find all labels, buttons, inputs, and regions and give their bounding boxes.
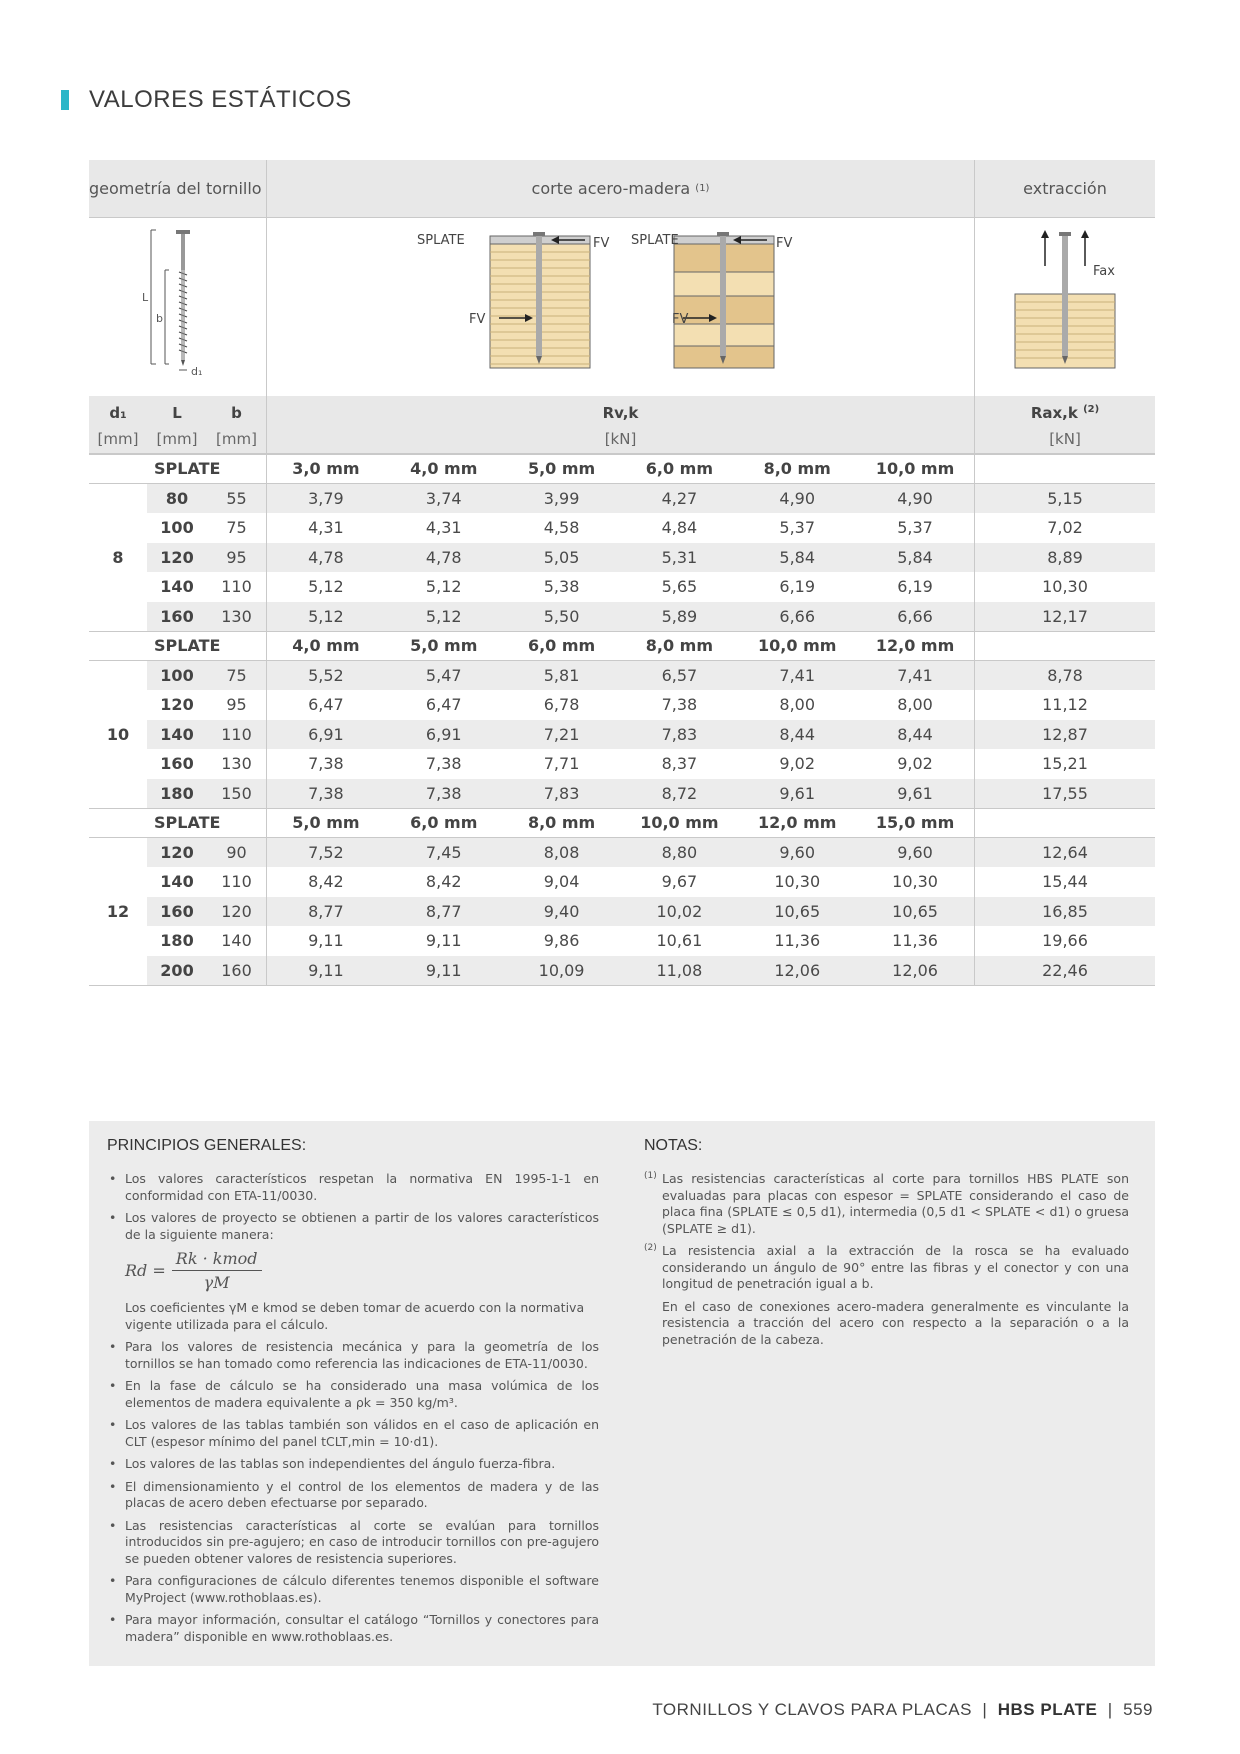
splate-thickness: 6,0 mm <box>410 813 478 833</box>
principle-item: • Para los valores de resistencia mecánica y para la geometría de los tornillos se han tomado como referencia las indicaciones de ETA-11/0030. <box>107 1339 599 1372</box>
header-shear: corte acero-madera (1) <box>266 160 975 217</box>
splate-thickness: 8,0 mm <box>763 459 831 479</box>
extraction-value: 8,78 <box>1047 665 1083 685</box>
table-row <box>89 690 1155 720</box>
shear-value: 5,84 <box>779 547 816 567</box>
table-row <box>89 897 1155 927</box>
shear-value: 7,38 <box>425 783 462 803</box>
shear-value: 5,12 <box>308 577 344 597</box>
thread-length: 95 <box>226 695 247 715</box>
principle-item: • Para configuraciones de cálculo diferentes tenemos disponible el software MyProject (www.rothoblaas.es). <box>107 1573 599 1606</box>
shear-value: 7,41 <box>779 665 816 685</box>
principle-item: • En la fase de cálculo se ha considerado una masa volúmica de los elementos de madera equivalente a ρk = 350 kg/m³. <box>107 1378 599 1411</box>
table-row <box>89 749 1155 779</box>
extraction-value: 12,87 <box>1042 724 1088 744</box>
screw-length: 140 <box>160 577 194 597</box>
section-title: VALORES ESTÁTICOS <box>89 86 352 113</box>
shear-value: 7,52 <box>308 842 344 862</box>
shear-value: 4,90 <box>779 488 816 508</box>
info-box <box>89 1121 1155 1666</box>
shear-value: 7,71 <box>543 754 580 774</box>
shear-value: 7,41 <box>897 665 933 685</box>
table-row <box>89 926 1155 956</box>
diameter-group-label: 8 <box>89 484 147 632</box>
splate-row <box>89 631 1155 661</box>
unit-d1: [mm] <box>97 430 139 448</box>
shear-value: 10,30 <box>774 872 821 892</box>
shear-value: 8,37 <box>661 754 698 774</box>
shear-value: 5,37 <box>897 518 933 538</box>
notes-list <box>644 1171 1129 1354</box>
shear-figures <box>266 218 975 396</box>
screw-length: 160 <box>160 901 194 921</box>
shear-value: 10,65 <box>774 901 821 921</box>
thread-length: 90 <box>226 842 247 862</box>
extraction-value: 17,55 <box>1042 783 1088 803</box>
header-extraction: extracción <box>1023 179 1107 198</box>
shear-value: 5,89 <box>661 606 698 626</box>
table-row <box>89 602 1155 632</box>
splate-row <box>89 454 1155 484</box>
shear-value: 4,31 <box>425 518 462 538</box>
splate-thickness: 4,0 mm <box>410 459 478 479</box>
splate-thickness: 4,0 mm <box>292 636 360 656</box>
shear-value: 4,90 <box>897 488 933 508</box>
shear-value: 8,77 <box>425 901 462 921</box>
shear-value: 12,06 <box>774 960 821 980</box>
note-1: (1) Las resistencias características al corte para tornillos HBS PLATE son evaluadas para placas con espesor = SPLATE considerando el caso de placa fina (SPLATE ≤ 0,5 d1), intermedia (0,5 d1 < SPLATE < d1) o gruesa (SPLATE ≥ d1). <box>644 1171 1129 1236</box>
thread-length: 120 <box>221 901 252 921</box>
shear-value: 11,36 <box>774 931 821 951</box>
diameter-group-label: 10 <box>89 661 147 809</box>
shear-value: 8,42 <box>308 872 344 892</box>
shear-value: 12,06 <box>892 960 938 980</box>
shear-value: 8,42 <box>425 872 462 892</box>
shear-value: 11,36 <box>892 931 938 951</box>
shear-value: 4,78 <box>308 547 344 567</box>
principle-item: • Las resistencias características al corte se evalúan para tornillos introducidos sin pre-agujero; en caso de introducir tornillos con pre-agujero se pueden obtener valores de resistencia superiores. <box>107 1518 599 1568</box>
shear-value: 8,08 <box>543 842 580 862</box>
shear-value: 9,02 <box>779 754 816 774</box>
footer-product: HBS PLATE <box>997 1700 1098 1719</box>
shear-value: 4,58 <box>543 518 580 538</box>
table-body <box>89 454 1155 986</box>
col-L: L <box>172 404 182 422</box>
table-row <box>89 543 1155 573</box>
note-3: En el caso de conexiones acero-madera generalmente es vinculante la resistencia a tracción del acero con respecto a la separación o a la penetración de la cabeza. <box>662 1298 1129 1347</box>
shear-value: 9,11 <box>425 931 462 951</box>
unit-raxk: [kN] <box>1049 430 1081 448</box>
thread-length: 130 <box>221 606 252 626</box>
shear-value: 9,02 <box>897 754 933 774</box>
shear-value: 6,91 <box>425 724 462 744</box>
screw-length: 200 <box>160 960 194 980</box>
table-row <box>89 867 1155 897</box>
shear-value: 7,21 <box>543 724 580 744</box>
shear-value: 6,78 <box>543 695 580 715</box>
thread-length: 110 <box>221 577 252 597</box>
shear-value: 8,44 <box>897 724 933 744</box>
shear-value: 6,57 <box>661 665 698 685</box>
extraction-value: 19,66 <box>1042 931 1088 951</box>
thread-length: 95 <box>226 547 247 567</box>
shear-value: 10,02 <box>656 901 703 921</box>
screw-length: 180 <box>160 783 194 803</box>
screw-length: 100 <box>160 665 194 685</box>
shear-value: 5,12 <box>425 577 462 597</box>
thread-length: 55 <box>226 488 247 508</box>
extraction-value: 5,15 <box>1047 488 1083 508</box>
screw-length: 140 <box>160 872 194 892</box>
coefficient-note: Los coeficientes γM e kmod se deben tomar de acuerdo con la normativa vigente utilizada para el cálculo. <box>125 1300 585 1332</box>
shear-value: 10,09 <box>538 960 585 980</box>
units-header <box>89 396 1155 454</box>
svg-text:b: b <box>156 312 163 325</box>
table-row <box>89 513 1155 543</box>
shear-value: 10,65 <box>892 901 938 921</box>
shear-value: 9,60 <box>779 842 816 862</box>
svg-text:FV: FV <box>672 312 689 327</box>
shear-value: 10,30 <box>892 872 938 892</box>
shear-value: 9,86 <box>543 931 580 951</box>
shear-value: 9,67 <box>661 872 698 892</box>
static-values-table <box>89 160 1155 986</box>
table-row <box>89 779 1155 809</box>
screw-length: 100 <box>160 518 194 538</box>
shear-value: 9,40 <box>543 901 580 921</box>
shear-value: 6,66 <box>897 606 933 626</box>
page-footer: TORNILLOS Y CLAVOS PARA PLACAS | HBS PLATE | 559 <box>652 1700 1153 1719</box>
col-d1: d₁ <box>109 404 127 422</box>
shear-value: 8,77 <box>308 901 344 921</box>
splate-thickness: 5,0 mm <box>292 813 360 833</box>
shear-value: 8,80 <box>661 842 698 862</box>
section-heading <box>61 86 352 114</box>
extraction-value: 15,44 <box>1042 872 1088 892</box>
shear-value: 3,74 <box>425 488 462 508</box>
splate-thickness: 5,0 mm <box>527 459 596 479</box>
page-number: 559 <box>1123 1700 1153 1719</box>
shear-value: 7,38 <box>308 783 344 803</box>
screw-geometry-figure <box>89 218 266 396</box>
splate-thickness: 10,0 mm <box>758 636 837 656</box>
shear-value: 5,05 <box>543 547 580 567</box>
shear-value: 6,19 <box>779 577 816 597</box>
shear-value: 7,38 <box>661 695 698 715</box>
shear-value: 11,08 <box>656 960 703 980</box>
shear-value: 4,84 <box>661 518 698 538</box>
screw-length: 80 <box>165 488 189 508</box>
splate-thickness: 10,0 mm <box>875 459 955 479</box>
extraction-value: 7,02 <box>1047 518 1083 538</box>
extraction-value: 12,64 <box>1042 842 1088 862</box>
shear-value: 8,44 <box>779 724 816 744</box>
shear-value: 5,12 <box>308 606 344 626</box>
principle-item: • El dimensionamiento y el control de los elementos de madera y de las placas de acero deben efectuarse por separado. <box>107 1479 599 1512</box>
extraction-figure <box>975 218 1155 396</box>
notes-title: NOTAS: <box>644 1137 703 1154</box>
svg-text:L: L <box>142 291 149 304</box>
svg-text:SPLATE: SPLATE <box>631 233 679 248</box>
table-row <box>89 484 1155 514</box>
shear-value: 6,47 <box>308 695 344 715</box>
splate-label: SPLATE <box>154 636 221 656</box>
shear-value: 4,31 <box>308 518 344 538</box>
splate-label: SPLATE <box>154 459 221 479</box>
col-rvk: Rv,k <box>602 404 639 422</box>
shear-value: 9,61 <box>779 783 816 803</box>
splate-thickness: 8,0 mm <box>527 813 596 833</box>
thread-length: 75 <box>226 665 247 685</box>
table-row <box>89 661 1155 691</box>
screw-length: 160 <box>160 606 194 626</box>
shear-value: 7,83 <box>543 783 580 803</box>
shear-value: 5,37 <box>779 518 816 538</box>
shear-value: 5,81 <box>543 665 580 685</box>
thread-length: 110 <box>221 724 252 744</box>
shear-value: 5,65 <box>661 577 698 597</box>
screw-length: 120 <box>160 842 194 862</box>
col-b: b <box>231 404 242 422</box>
shear-value: 8,72 <box>661 783 698 803</box>
shear-value: 6,91 <box>308 724 344 744</box>
screw-length: 120 <box>160 695 194 715</box>
table-row <box>89 956 1155 986</box>
table-row <box>89 720 1155 750</box>
thread-length: 160 <box>221 960 252 980</box>
principle-item: • Los valores de las tablas también son válidos en el caso de aplicación en CLT (espesor mínimo del panel tCLT,min = 10·d1). <box>107 1417 599 1450</box>
svg-text:FV: FV <box>776 236 793 251</box>
splate-thickness: 3,0 mm <box>292 459 360 479</box>
thread-length: 150 <box>221 783 252 803</box>
shear-value: 6,19 <box>897 577 933 597</box>
screw-length: 120 <box>160 547 194 567</box>
thread-length: 140 <box>221 931 252 951</box>
splate-thickness: 6,0 mm <box>527 636 596 656</box>
extraction-value: 22,46 <box>1042 960 1088 980</box>
principle-item: • Los valores característicos respetan la normativa EN 1995-1-1 en conformidad con ETA-11/0030. <box>107 1171 599 1204</box>
thread-length: 75 <box>226 518 247 538</box>
shear-value: 9,11 <box>308 960 344 980</box>
diameter-group-label: 12 <box>89 838 147 986</box>
principles-title: PRINCIPIOS GENERALES: <box>107 1137 307 1154</box>
shear-value: 3,79 <box>308 488 344 508</box>
splate-row <box>89 808 1155 838</box>
shear-value: 4,27 <box>661 488 698 508</box>
shear-value: 3,99 <box>543 488 580 508</box>
shear-value: 9,04 <box>543 872 580 892</box>
unit-b: [mm] <box>216 430 257 448</box>
shear-value: 5,31 <box>661 547 698 567</box>
extraction-value: 15,21 <box>1042 754 1088 774</box>
screw-length: 160 <box>160 754 194 774</box>
shear-value: 9,11 <box>425 960 462 980</box>
splate-thickness: 15,0 mm <box>875 813 955 833</box>
shear-value: 8,00 <box>897 695 933 715</box>
extraction-value: 16,85 <box>1042 901 1088 921</box>
extraction-value: 12,17 <box>1042 606 1088 626</box>
svg-text:FV: FV <box>469 312 486 327</box>
svg-text:FV: FV <box>593 236 610 251</box>
unit-rvk: [kN] <box>604 430 637 448</box>
shear-value: 5,52 <box>308 665 344 685</box>
shear-value: 5,12 <box>425 606 462 626</box>
extraction-value: 8,89 <box>1047 547 1083 567</box>
note-2: (2) La resistencia axial a la extracción de la rosca se ha evaluado considerando un ángulo de 90° entre las fibras y el conector y con una longitud de penetración igual a b. <box>644 1243 1129 1291</box>
shear-value: 10,61 <box>656 931 703 951</box>
splate-thickness: 12,0 mm <box>875 636 955 656</box>
shear-value: 7,38 <box>308 754 344 774</box>
table-header <box>89 160 1155 218</box>
svg-text:SPLATE: SPLATE <box>417 233 465 248</box>
shear-value: 7,83 <box>661 724 698 744</box>
col-raxk: Rax,k $^{(2)}$ <box>1030 404 1100 422</box>
extraction-value: 10,30 <box>1042 577 1088 597</box>
shear-value: 5,47 <box>425 665 462 685</box>
table-row <box>89 572 1155 602</box>
svg-text:d₁: d₁ <box>191 365 203 378</box>
shear-value: 5,38 <box>543 577 580 597</box>
screw-length: 180 <box>160 931 194 951</box>
footer-section: TORNILLOS Y CLAVOS PARA PLACAS <box>652 1700 972 1719</box>
shear-value: 8,00 <box>779 695 816 715</box>
thread-length: 110 <box>221 872 252 892</box>
shear-value: 5,84 <box>897 547 933 567</box>
shear-value: 5,50 <box>543 606 580 626</box>
table-row <box>89 838 1155 868</box>
shear-value: 7,38 <box>425 754 462 774</box>
principle-item: • Los valores de las tablas son independientes del ángulo fuerza-fibra. <box>107 1456 599 1473</box>
thread-length: 130 <box>221 754 252 774</box>
principle-item: • Los valores de proyecto se obtienen a partir de los valores característicos de la siguiente manera: <box>107 1210 599 1243</box>
shear-value: 4,78 <box>425 547 462 567</box>
shear-value: 9,60 <box>897 842 933 862</box>
principles-list <box>107 1171 599 1651</box>
heading-accent-bar <box>61 90 69 110</box>
figure-row <box>89 218 1155 396</box>
splate-thickness: 10,0 mm <box>640 813 719 833</box>
screw-length: 140 <box>160 724 194 744</box>
unit-L: [mm] <box>156 430 198 448</box>
design-formula: Rd = $\frac{\text{Rk · kmod}}{\gamma M}$ <box>107 1249 599 1292</box>
shear-value: 9,11 <box>308 931 344 951</box>
shear-value: 6,66 <box>779 606 816 626</box>
svg-text:Fax: Fax <box>1093 264 1115 279</box>
splate-label: SPLATE <box>154 813 221 833</box>
extraction-value: 11,12 <box>1042 695 1088 715</box>
header-geometry: geometría del tornillo <box>89 179 262 198</box>
shear-value: 6,47 <box>425 695 462 715</box>
principle-item: • Para mayor información, consultar el catálogo “Tornillos y conectores para madera” disponible en www.rothoblaas.es. <box>107 1612 599 1645</box>
splate-thickness: 8,0 mm <box>645 636 714 656</box>
shear-value: 9,61 <box>897 783 933 803</box>
splate-thickness: 6,0 mm <box>645 459 714 479</box>
shear-value: 7,45 <box>425 842 462 862</box>
table-bottom-rule <box>89 985 1155 986</box>
splate-thickness: 12,0 mm <box>758 813 837 833</box>
splate-thickness: 5,0 mm <box>410 636 478 656</box>
